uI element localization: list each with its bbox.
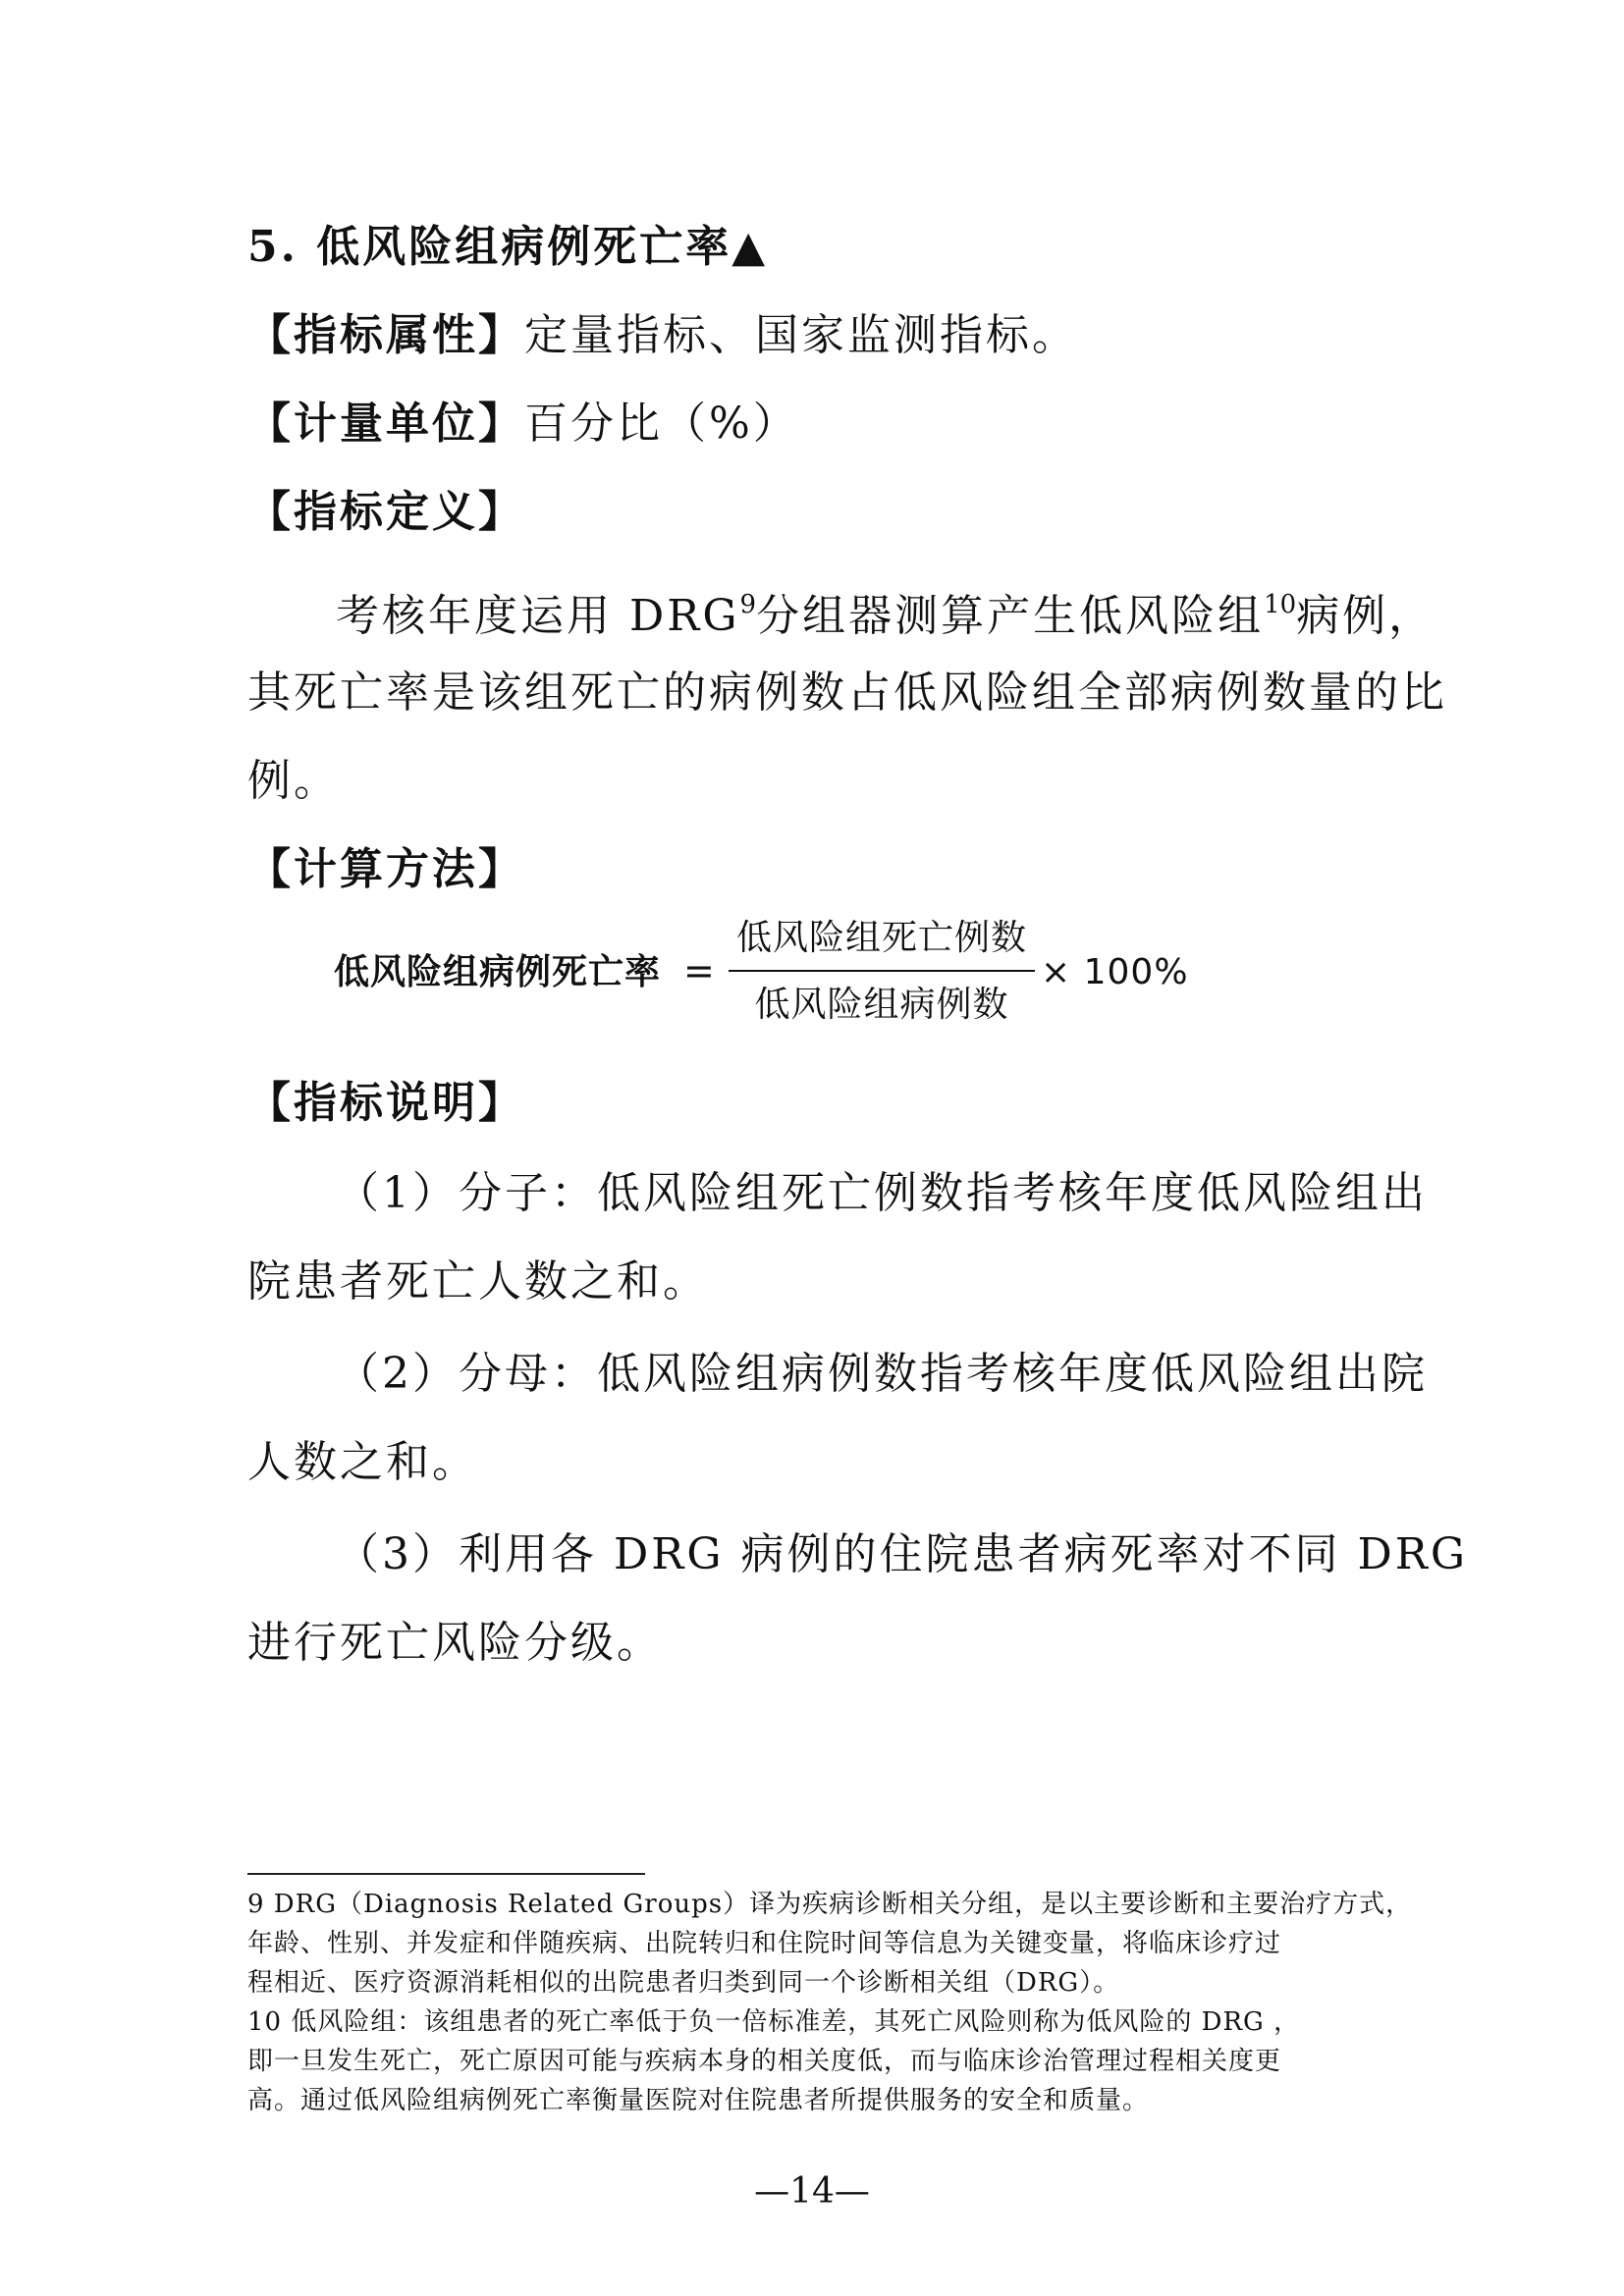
unit-row: [247, 395, 799, 454]
calculation-label: 【计算方法】: [247, 844, 524, 894]
footnote-divider: [247, 1873, 645, 1875]
attribute-label: 【指标属性】: [247, 310, 524, 360]
footnote-10-line-1: 10 低风险组：该组患者的死亡率低于负一倍标准差，其死亡风险则称为低风险的 DRG ，: [247, 2007, 1301, 2037]
definition-label: 【指标定义】: [247, 487, 524, 537]
footnote-9-line-2: 年龄、性别、并发症和伴随疾病、出院转归和住院时间等信息为关键变量，将临床诊疗过: [247, 1929, 1282, 1958]
footnote-10-line-2: 即一旦发生死亡，死亡原因可能与疾病本身的相关度低，而与临床诊治管理过程相关度更: [247, 2047, 1282, 2076]
page-number: —14—: [754, 2171, 870, 2212]
footnote-9-line-3: 程相近、医疗资源消耗相似的出院患者归类到同一个诊断相关组（DRG）。: [247, 1968, 1120, 1998]
explanation-item-1-line-1: （1）分子：低风险组死亡例数指考核年度低风险组出: [336, 1168, 1428, 1218]
formula: [334, 913, 1218, 1041]
footnote-9-line-1: 9 DRG（Diagnosis Related Groups）译为疾病诊断相关分组，是以主要诊断和主要治疗方式，: [247, 1890, 1413, 1919]
attribute-row: [247, 306, 1078, 365]
explanation-item-2-line-1: （2）分母：低风险组病例数指考核年度低风险组出院: [336, 1349, 1428, 1399]
explanation-item-3-line-1: （3）利用各 DRG 病例的住院患者病死率对不同 DRG: [336, 1529, 1469, 1579]
formula-denominator: 低风险组病例数: [754, 985, 1009, 1025]
formula-label: 低风险组病例死亡率: [334, 952, 662, 992]
footnote-ref-10: 10: [1264, 590, 1297, 619]
definition-line-2: 其死亡率是该组死亡的病例数占低风险组全部病例数量的比: [247, 667, 1447, 718]
attribute-text: 定量指标、国家监测指标。: [524, 310, 1078, 360]
definition-line-3: 例。: [247, 756, 340, 806]
formula-equals: =: [683, 949, 715, 992]
explanation-item-3-line-2: 进行死亡风险分级。: [247, 1618, 663, 1668]
formula-multiplier: × 100%: [1041, 952, 1189, 992]
definition-text-c: 病例，: [1296, 591, 1435, 641]
footnote-ref-9: 9: [739, 590, 757, 619]
formula-fraction: [725, 913, 1039, 1031]
unit-label: 【计量单位】: [247, 399, 524, 449]
footnote-10-line-3: 高。通过低风险组病例死亡率衡量医院对住院患者所提供服务的安全和质量。: [247, 2086, 1150, 2115]
definition-text-a: 考核年度运用 DRG: [336, 591, 740, 641]
definition-line-1: [336, 575, 1435, 646]
fraction-bar: [729, 970, 1035, 972]
explanation-label: 【指标说明】: [247, 1078, 524, 1128]
unit-text: 百分比（%）: [524, 399, 799, 449]
explanation-item-1-line-2: 院患者死亡人数之和。: [247, 1256, 709, 1307]
explanation-item-2-line-2: 人数之和。: [247, 1437, 478, 1487]
section-heading: 5. 低风险组病例死亡率▲: [247, 222, 769, 272]
formula-numerator: 低风险组死亡例数: [735, 918, 1027, 958]
definition-text-b: 分组器测算产生低风险组: [756, 591, 1265, 641]
